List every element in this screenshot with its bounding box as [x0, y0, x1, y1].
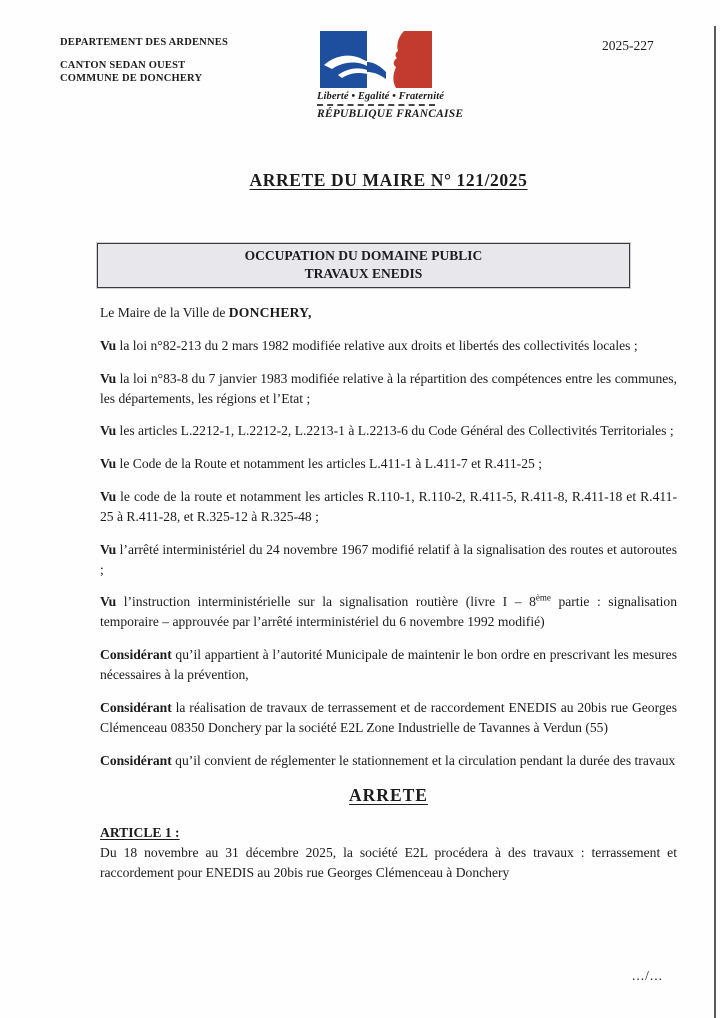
article-1-text: Du 18 novembre au 31 décembre 2025, la société E2L procédera à des travaux : terrassement et raccordement pour ENEDIS au 20bis rue Georges Clémenceau à Donchery: [100, 844, 677, 880]
commune-label: COMMUNE DE DONCHERY: [60, 73, 203, 84]
subject-line-1: OCCUPATION DU DOMAINE PUBLIC: [244, 248, 483, 263]
body-paragraph: Vu la loi n°83-8 du 7 janvier 1983 modifiée relative à la répartition des compétences entre les communes, les départements, les régions et l’Etat ;: [100, 370, 677, 406]
body-paragraph: Considérant qu’il convient de réglementer le stationnement et la circulation pendant la durée des travaux: [100, 752, 676, 768]
body-paragraph: Vu le Code de la Route et notamment les articles L.411-1 à L.411-7 et R.411-25 ;: [100, 456, 542, 472]
intro-prefix: Le Maire de la Ville de: [100, 305, 229, 320]
scan-edge-line: [714, 26, 716, 1018]
subject-line-2: TRAVAUX ENEDIS: [304, 266, 423, 281]
body-paragraph: Vu les articles L.2212-1, L.2212-2, L.2213-1 à L.2213-6 du Code Général des Collectivités Territoriales ;: [100, 423, 674, 439]
arrete-heading: ARRETE: [349, 785, 428, 806]
page-continuation-marker: .../...: [632, 968, 664, 983]
document-title: ARRETE DU MAIRE N° 121/2025: [249, 170, 528, 190]
intro-line: [100, 303, 677, 323]
body-paragraph: Considérant la réalisation de travaux de terrassement et de raccordement ENEDIS au 20bis rue Georges Clémenceau 08350 Donchery par la société E2L Zone Industrielle de Tavannes à Verdun (55): [100, 699, 677, 735]
logo-republic-label: RÉPUBLIQUE FRANCAISE: [317, 108, 464, 120]
reference-number: 2025-227: [602, 38, 654, 53]
body-paragraph: Vu la loi n°82-213 du 2 mars 1982 modifiée relative aux droits et libertés des collectivités locales ;: [100, 337, 638, 353]
article-1-heading: ARTICLE 1 :: [100, 824, 180, 840]
document-body: [100, 303, 677, 895]
admin-header: [60, 36, 228, 85]
department-label: DEPARTEMENT DES ARDENNES: [60, 37, 228, 48]
logo-separator: [317, 104, 435, 106]
logo-motto: Liberté • Egalité • Fraternité: [317, 91, 445, 102]
body-paragraph: Vu le code de la route et notamment les articles R.110-1, R.110-2, R.411-5, R.411-8, R.411-18 et R.411-25 à R.411-28, et R.325-12 à R.325-48 ;: [100, 489, 677, 524]
body-paragraph: Vu l’instruction interministérielle sur la signalisation routière (livre I – 8ème partie : signalisation temporaire – approuvée par l’arrêté interministériel du 6 novembre 1992 modifié): [100, 592, 677, 630]
marianne-logo-graphic: [320, 31, 432, 88]
body-paragraph: Vu l’arrêté interministériel du 24 novembre 1967 modifié relatif à la signalisation des routes et autoroutes ;: [100, 541, 677, 577]
superscript-eme: ème: [535, 592, 551, 603]
intro-commune-name: DONCHERY,: [228, 305, 312, 320]
body-paragraph: Considérant qu’il appartient à l’autorité Municipale de maintenir le bon ordre en prescrivant les mesures nécessaires à la prévention,: [100, 647, 677, 682]
canton-label: CANTON SEDAN OUEST: [60, 60, 186, 71]
subject-box: [97, 243, 630, 288]
marianne-logo: [317, 31, 464, 120]
